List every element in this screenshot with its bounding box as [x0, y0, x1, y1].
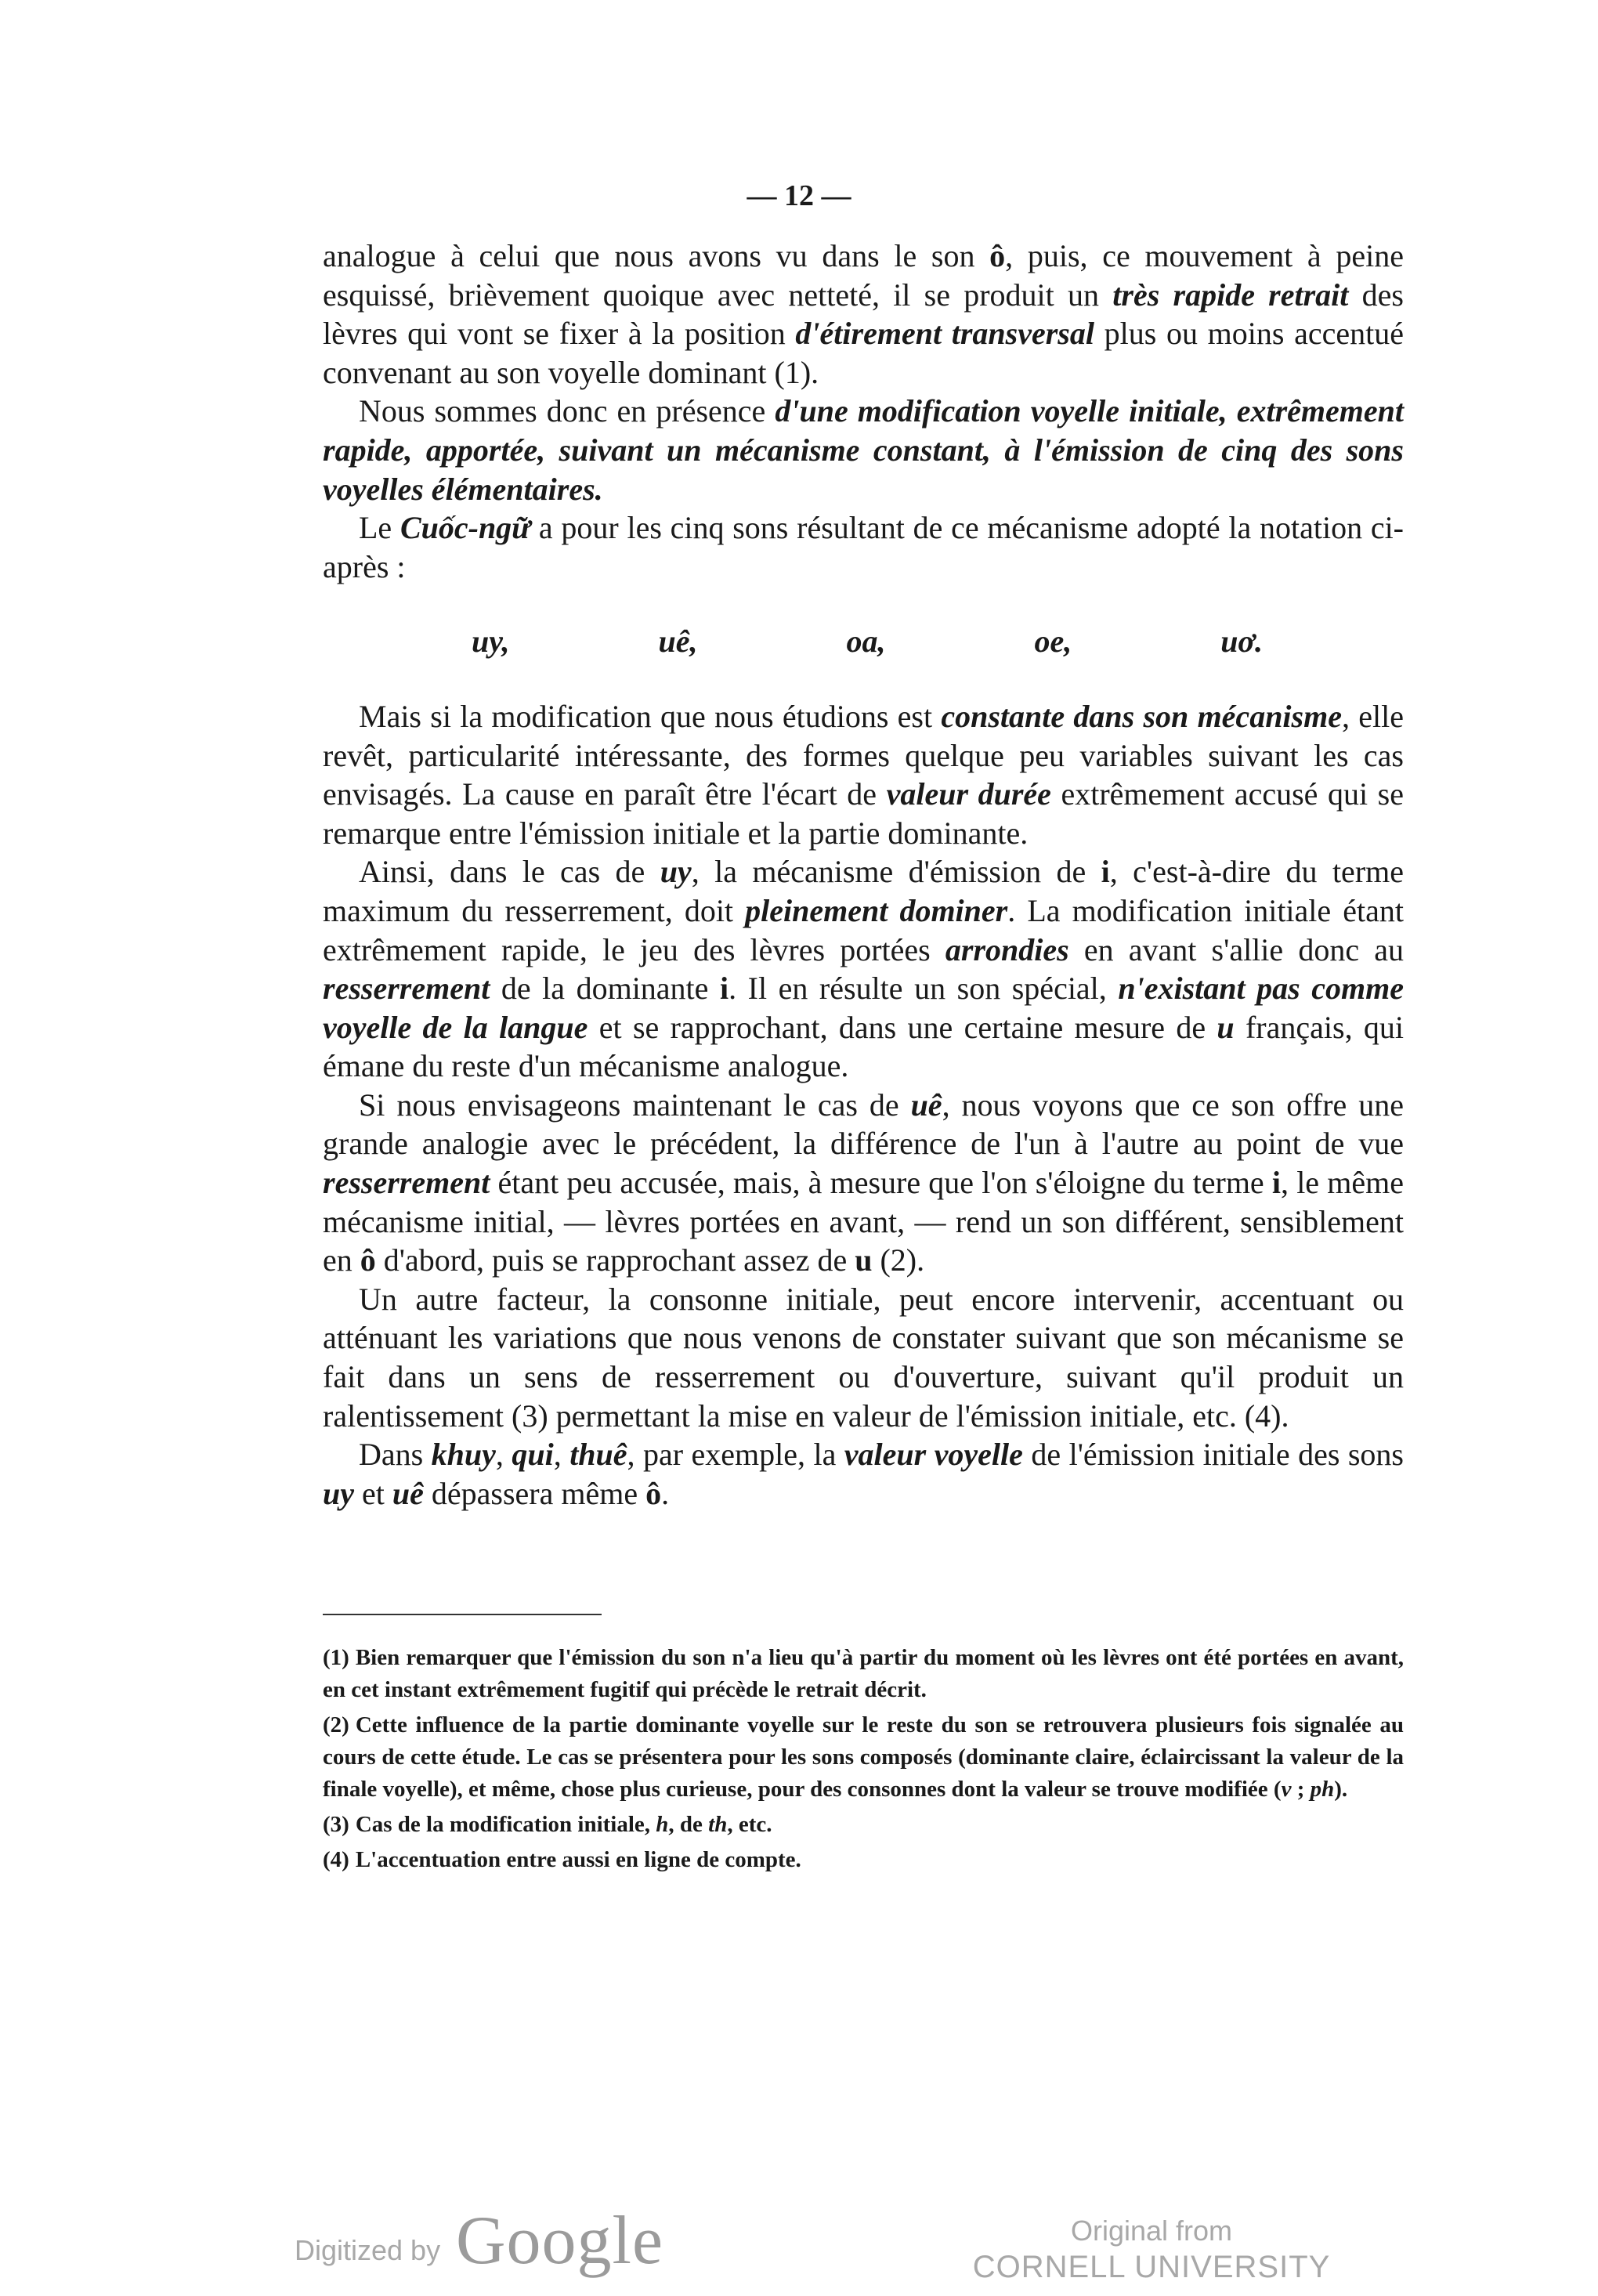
text-run: Cas de la modification initiale,: [355, 1812, 656, 1837]
text-run: Dans: [359, 1437, 432, 1473]
text-run: ).: [1334, 1777, 1348, 1802]
emphasis-run: resserrement: [323, 971, 490, 1007]
emphasis-run: qui: [512, 1437, 554, 1473]
emphasis-run: i: [719, 971, 729, 1007]
text-run: et: [354, 1475, 392, 1511]
text-run: étant peu accusée, mais, à mesure que l'on s'éloigne du terme: [490, 1165, 1272, 1201]
emphasis-run: i: [1101, 854, 1110, 890]
paragraph: [323, 392, 1404, 508]
emphasis-run: khuy: [431, 1437, 496, 1473]
text-run: Un autre facteur, la consonne initiale, peut encore intervenir, accentuant ou atténuant les variations que nous venons de constater suivant que son mécanisme se fait dans un sens de resserrement ou d'ouverture, suivant qu'il produit un ralentissement (3) permettant la mise en valeur de l'émission initiale, etc. (4).: [323, 1281, 1404, 1434]
emphasis-run: d'étirement transversal: [795, 316, 1094, 352]
emphasis-run: ph: [1310, 1777, 1335, 1802]
text-run: et se rapprochant, dans une certaine mesure de: [588, 1009, 1217, 1045]
text-run: , nous voyons que ce son offre une grande analogie avec le précédent, la différence de l'un à l'autre au point de vue: [323, 1087, 1404, 1162]
emphasis-run: ô: [645, 1475, 662, 1511]
vowel-uo: uơ.: [1220, 624, 1263, 660]
text-run: Cette influence de la partie dominante voyelle sur le reste du son se retrouvera plusieurs fois signalée au cours de cette étude. Le cas se présentera pour les sons composés (dominante claire, éclaircissant la valeur de la finale voyelle), et même, chose plus curieuse, pour des consonnes dont la valeur se trouve modifiée (: [323, 1712, 1404, 1802]
text-run: , de: [668, 1812, 709, 1837]
vowel-oa: oa,: [846, 624, 886, 660]
paragraph: [323, 237, 1404, 392]
paragraph: [323, 1086, 1404, 1280]
text-run: L'accentuation entre aussi en ligne de compte.: [355, 1847, 801, 1872]
emphasis-run: thuê: [569, 1437, 627, 1473]
paragraphs-block-2: [323, 697, 1404, 1513]
text-run: ,: [553, 1437, 570, 1473]
text-run: Nous sommes donc en présence: [359, 393, 776, 429]
google-logo: Google: [456, 2203, 664, 2279]
text-run: de l'émission initiale des sons: [1022, 1437, 1405, 1473]
text-run: , par exemple, la: [627, 1437, 844, 1473]
text-run: extrêmement accusé qui se remarque entre l'émission initiale et la partie dominante.: [323, 776, 1404, 851]
text-run: dépassera même: [423, 1475, 646, 1511]
emphasis-run: uê: [392, 1475, 424, 1511]
text-run: en avant s'allie donc au: [1068, 931, 1404, 967]
text-run: (2).: [872, 1242, 925, 1278]
emphasis-run: u: [855, 1242, 873, 1278]
text-run: Si nous envisageons maintenant le cas de: [359, 1087, 911, 1123]
text-run: , etc.: [727, 1812, 772, 1837]
footnote-mark: (4): [323, 1847, 349, 1872]
paragraph: [323, 1435, 1404, 1513]
emphasis-run: uy: [660, 854, 692, 890]
text-run: . La modification initiale étant extrêmement rapide, le jeu des lèvres portées: [323, 892, 1404, 967]
cornell-university-label: CORNELL UNIVERSITY: [972, 2250, 1331, 2284]
emphasis-run: d'une modification voyelle initiale, extrêmement rapide, apportée, suivant un mécanisme constant, à l'émission de cinq des sons voyelles élémentaires.: [323, 393, 1404, 507]
emphasis-run: uê: [910, 1087, 942, 1123]
emphasis-run: très rapide retrait: [1112, 277, 1349, 313]
emphasis-run: arrondies: [945, 931, 1069, 967]
emphasis-run: Cuốc-ngữ: [400, 510, 531, 546]
footnote-mark: (3): [323, 1812, 349, 1837]
text-run: des lèvres qui vont se fixer à la position: [323, 277, 1404, 352]
digitized-by-label: Digitized by: [295, 2234, 441, 2266]
original-from-label: Original from: [1070, 2215, 1233, 2247]
paragraphs-block-1: [323, 237, 1404, 586]
text-run: français, qui émane du reste d'un mécanisme analogue.: [323, 1009, 1405, 1084]
text-run: Le: [359, 510, 400, 546]
emphasis-run: ô: [989, 238, 1006, 273]
text-run: analogue à celui que nous avons vu dans le son: [323, 238, 990, 273]
emphasis-run: ô: [360, 1242, 376, 1278]
text-run: ,: [495, 1437, 512, 1473]
emphasis-run: h: [656, 1812, 669, 1837]
text-run: Ainsi, dans le cas de: [359, 854, 660, 890]
paragraph: [323, 852, 1404, 1086]
paragraph: [323, 697, 1404, 852]
emphasis-run: u: [1217, 1009, 1235, 1045]
footnote-mark: (2): [323, 1712, 349, 1737]
text-run: , la mécanisme d'émission de: [691, 854, 1101, 890]
emphasis-run: n'existant pas comme voyelle de la langue: [323, 971, 1404, 1045]
text-run: .: [661, 1475, 670, 1511]
text-run: , c'est-à-dire du terme maximum du resserrement, doit: [323, 854, 1405, 928]
text-run: de la dominante: [490, 971, 720, 1007]
footnote: [323, 1809, 1404, 1841]
footnote-rule: [323, 1614, 602, 1615]
emphasis-run: resserrement: [323, 1165, 490, 1201]
vowel-ue: uê,: [658, 624, 698, 660]
emphasis-run: i: [1271, 1165, 1281, 1201]
text-run: d'abord, puis se rapprochant assez de: [375, 1242, 855, 1278]
footnotes: [323, 1642, 1404, 1879]
digitized-by-google-watermark: [295, 2193, 702, 2279]
emphasis-run: valeur voyelle: [844, 1437, 1023, 1473]
original-from-watermark: [956, 2214, 1347, 2286]
emphasis-run: constante dans son mécanisme: [941, 698, 1342, 734]
text-run: plus ou moins accentué convenant au son voyelle dominant (1).: [323, 316, 1405, 390]
page-number: — 12 —: [747, 179, 851, 212]
emphasis-run: v: [1281, 1777, 1292, 1802]
emphasis-run: th: [708, 1812, 728, 1837]
text-run: a pour les cinq sons résultant de ce mécanisme adopté la notation ci-après :: [323, 510, 1404, 584]
text-run: , le même mécanisme initial, — lèvres portées en avant, — rend un son différent, sensiblement en: [323, 1165, 1404, 1278]
text-run: . Il en résulte un son spécial,: [728, 971, 1119, 1007]
vowel-notation-list: [472, 622, 1263, 661]
main-text: [323, 237, 1404, 1513]
text-run: Bien remarquer que l'émission du son n'a lieu qu'à partir du moment où les lèvres ont été portées en avant, en cet instant extrêmement fugitif qui précède le retrait décrit.: [323, 1645, 1404, 1702]
emphasis-run: valeur durée: [886, 776, 1051, 812]
vowel-oe: oe,: [1034, 624, 1072, 660]
paragraph: [323, 508, 1404, 586]
footnote: [323, 1709, 1404, 1806]
vowel-uy: uy,: [472, 624, 510, 660]
emphasis-run: pleinement dominer: [745, 892, 1008, 928]
text-run: Mais si la modification que nous étudions est: [359, 698, 942, 734]
footnote-mark: (1): [323, 1645, 349, 1670]
footnote: [323, 1642, 1404, 1706]
emphasis-run: uy: [323, 1475, 354, 1511]
text-run: ;: [1291, 1777, 1311, 1802]
paragraph: [323, 1280, 1404, 1435]
footnote: [323, 1844, 1404, 1876]
text-run: , elle revêt, particularité intéressante, des formes quelque peu variables suivant les cas envisagés. La cause en paraît être l'écart de: [323, 698, 1404, 812]
text-run: , puis, ce mouvement à peine esquissé, brièvement quoique avec netteté, il se produit un: [323, 238, 1404, 313]
